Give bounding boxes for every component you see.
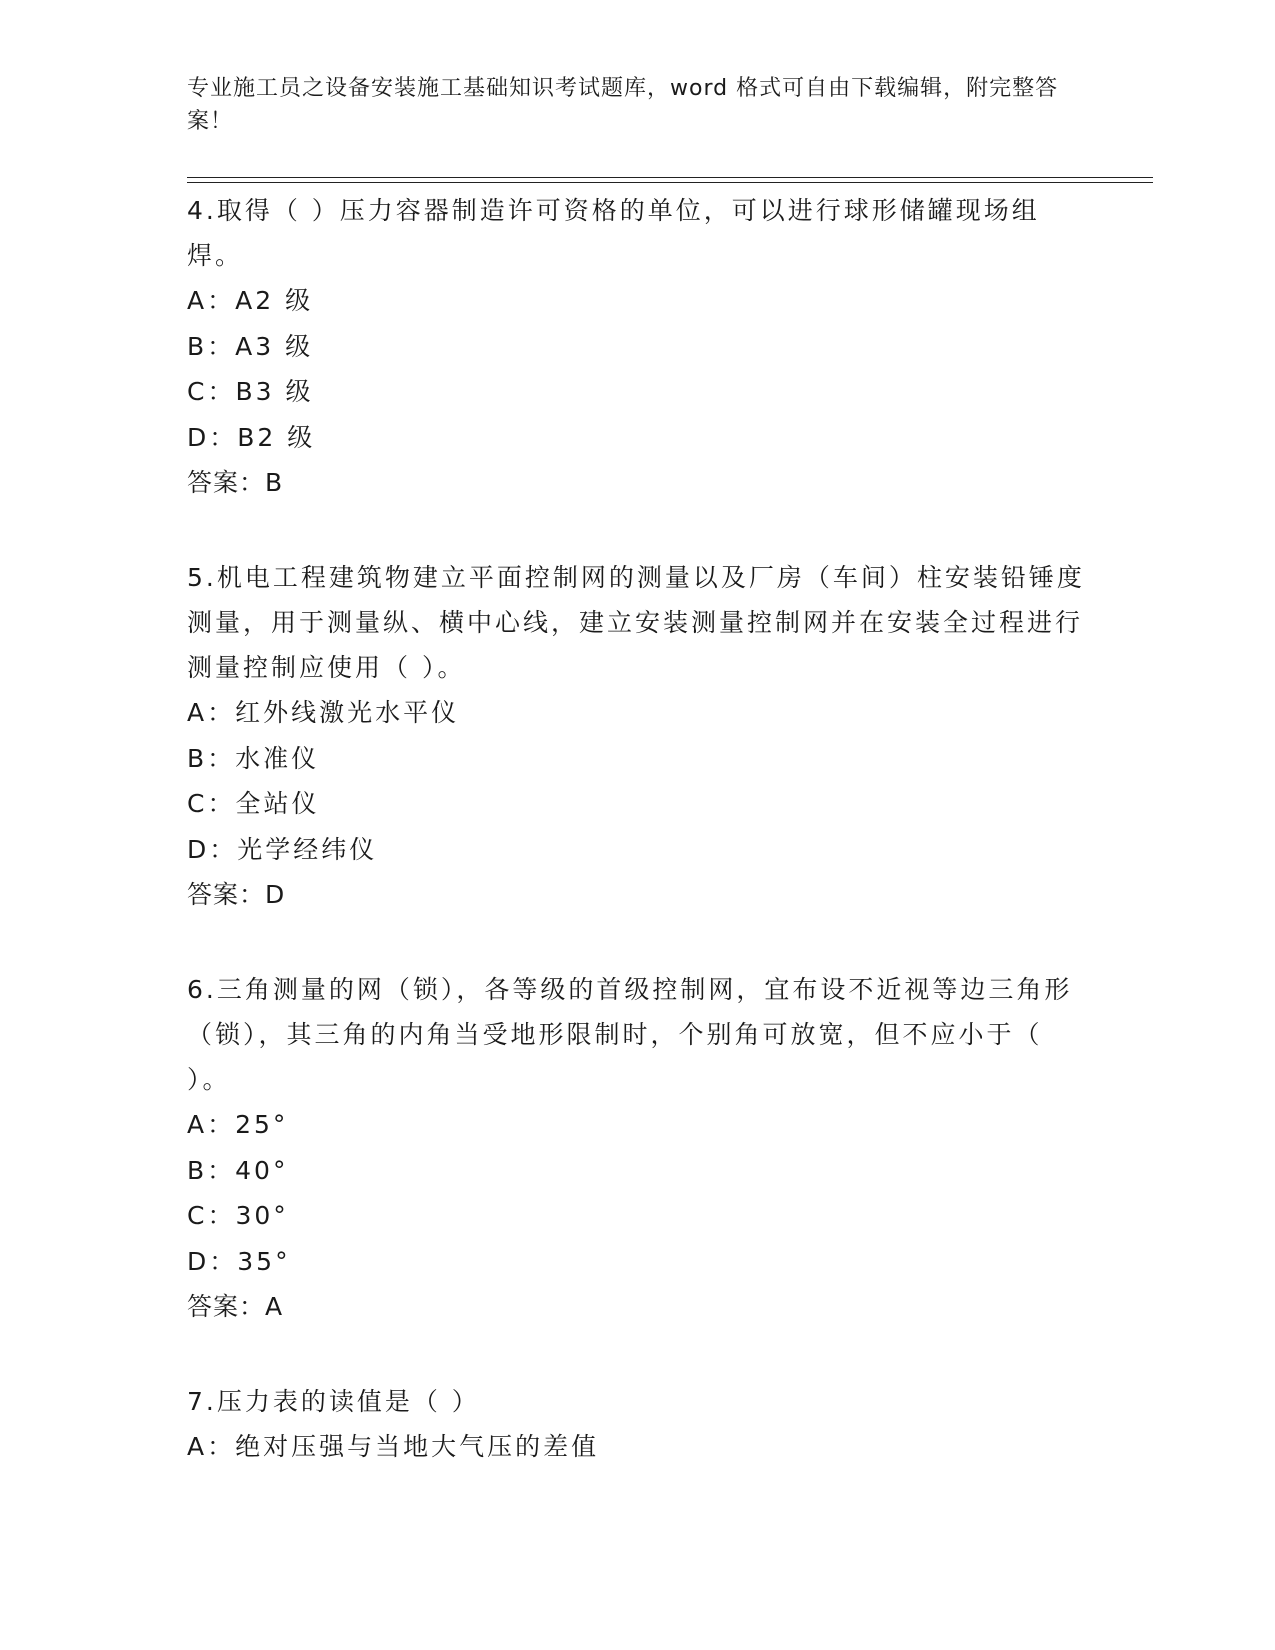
document-header — [187, 72, 1077, 138]
option-c — [187, 781, 1087, 827]
option-key: D： — [187, 422, 238, 452]
answer-value: A — [265, 1292, 284, 1321]
document-title: 专业施工员之设备安装施工基础知识考试题库，word 格式可自由下载编辑，附完整答案！ — [187, 76, 1059, 134]
question-stem: 7.压力表的读值是（ ） — [187, 1387, 480, 1416]
question-stem: 4.取得（ ）压力容器制造许可资格的单位，可以进行球形储罐现场组焊。 — [187, 196, 1040, 270]
option-b — [187, 1148, 1087, 1194]
option-a — [187, 278, 1087, 324]
option-key: A： — [187, 698, 236, 727]
question-stem: 5.机电工程建筑物建立平面控制网的测量以及厂房（车间）柱安装铅锤度测量，用于测量纵、横中心线，建立安装测量控制网并在安装全过程进行测量控制应使用（ ）。 — [187, 563, 1085, 682]
option-key: C： — [187, 1201, 236, 1230]
option-c — [187, 1193, 1087, 1239]
option-text: 水准仪 — [235, 743, 320, 773]
option-key: A： — [187, 286, 236, 315]
answer-value: D — [265, 880, 286, 909]
option-key: A： — [187, 1110, 236, 1139]
option-d — [187, 827, 1087, 873]
option-key: C： — [187, 377, 236, 406]
option-a — [187, 1424, 1087, 1470]
answer-value: B — [265, 468, 284, 497]
option-key: B： — [187, 1155, 236, 1185]
option-text: 30° — [235, 1201, 289, 1230]
option-a — [187, 1102, 1087, 1148]
option-a — [187, 690, 1087, 736]
question-6 — [187, 967, 1087, 1329]
header-divider-top — [187, 177, 1153, 178]
option-text: 25° — [235, 1110, 289, 1139]
question-4 — [187, 188, 1087, 505]
option-key: D： — [187, 834, 238, 864]
option-text: A3 级 — [235, 331, 314, 361]
option-text: B2 级 — [237, 422, 316, 452]
option-text: 40° — [235, 1155, 289, 1185]
question-7 — [187, 1379, 1087, 1470]
option-d — [187, 415, 1087, 461]
answer-label: 答案： — [187, 1292, 266, 1321]
option-text: A2 级 — [235, 286, 314, 315]
option-text: 光学经纬仪 — [237, 834, 378, 864]
option-text: B3 级 — [235, 377, 314, 406]
question-stem: 6.三角测量的网（锁），各等级的首级控制网，宜布设不近视等边三角形（锁），其三角的内角当受地形限制时，个别角可放宽，但不应小于（ ）。 — [187, 975, 1073, 1094]
option-text: 红外线激光水平仪 — [235, 698, 460, 727]
option-key: C： — [187, 789, 236, 818]
answer-label: 答案： — [187, 880, 266, 909]
header-divider-bottom — [187, 182, 1153, 183]
option-text: 35° — [237, 1246, 291, 1276]
answer-line — [187, 1284, 1087, 1329]
answer-line — [187, 460, 1087, 505]
option-text: 绝对压强与当地大气压的差值 — [235, 1432, 600, 1461]
question-list — [187, 188, 1087, 1520]
answer-label: 答案： — [187, 468, 266, 497]
option-key: D： — [187, 1246, 238, 1276]
option-key: B： — [187, 743, 236, 773]
option-key: B： — [187, 331, 236, 361]
option-text: 全站仪 — [235, 789, 320, 818]
option-c — [187, 369, 1087, 415]
option-b — [187, 324, 1087, 370]
option-b — [187, 736, 1087, 782]
option-d — [187, 1239, 1087, 1285]
answer-line — [187, 872, 1087, 917]
option-key: A： — [187, 1432, 236, 1461]
question-5 — [187, 555, 1087, 917]
